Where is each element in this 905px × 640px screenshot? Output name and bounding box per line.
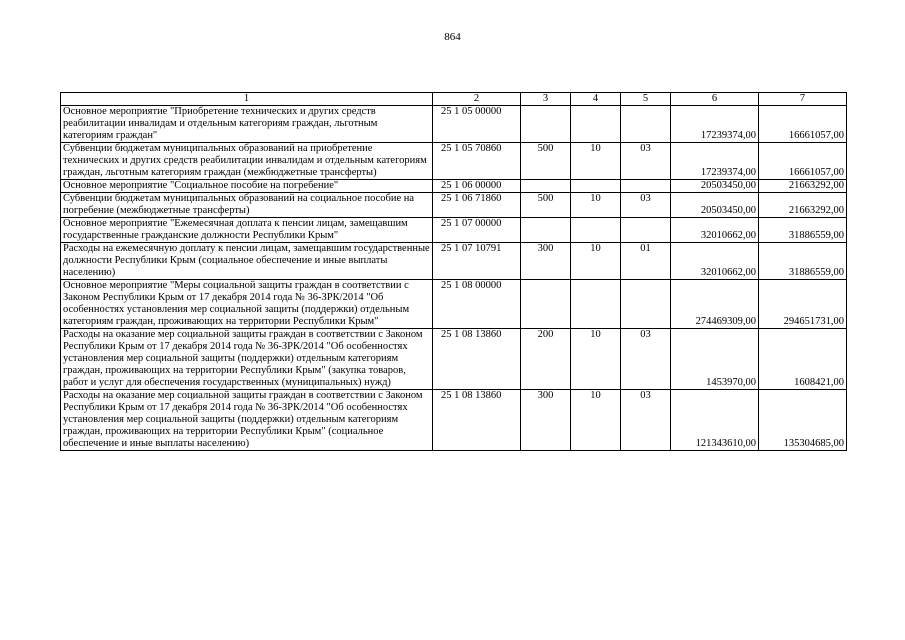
row-code-cell: 25 1 06 00000 bbox=[433, 180, 521, 193]
column-header: 2 bbox=[433, 93, 521, 106]
row-value7-cell: 135304685,00 bbox=[759, 390, 847, 451]
budget-table bbox=[60, 92, 847, 451]
row-col4-cell: 10 bbox=[571, 329, 621, 390]
row-code-cell: 25 1 07 00000 bbox=[433, 218, 521, 243]
column-header: 7 bbox=[759, 93, 847, 106]
table-row bbox=[61, 143, 847, 180]
row-value7-cell: 31886559,00 bbox=[759, 218, 847, 243]
row-col5-cell bbox=[621, 180, 671, 193]
row-name-cell: Расходы на ежемесячную доплату к пенсии лицам, замещавшим государственные должности Республики Крым (социальное обеспечение и иные выплаты населению) bbox=[61, 243, 433, 280]
row-code-cell: 25 1 06 71860 bbox=[433, 193, 521, 218]
row-col5-cell: 03 bbox=[621, 143, 671, 180]
row-col5-cell bbox=[621, 106, 671, 143]
row-code-cell: 25 1 08 13860 bbox=[433, 329, 521, 390]
row-col4-cell: 10 bbox=[571, 390, 621, 451]
row-col4-cell bbox=[571, 218, 621, 243]
table-row bbox=[61, 243, 847, 280]
row-col5-cell bbox=[621, 218, 671, 243]
row-col3-cell: 500 bbox=[521, 143, 571, 180]
row-col5-cell: 03 bbox=[621, 193, 671, 218]
row-value6-cell: 32010662,00 bbox=[671, 218, 759, 243]
row-code-cell: 25 1 05 00000 bbox=[433, 106, 521, 143]
page-number: 864 bbox=[444, 31, 461, 43]
row-value7-cell: 21663292,00 bbox=[759, 193, 847, 218]
row-value6-cell: 17239374,00 bbox=[671, 143, 759, 180]
row-col4-cell: 10 bbox=[571, 243, 621, 280]
row-col4-cell bbox=[571, 280, 621, 329]
row-value7-cell: 294651731,00 bbox=[759, 280, 847, 329]
row-col3-cell bbox=[521, 280, 571, 329]
row-value6-cell: 20503450,00 bbox=[671, 193, 759, 218]
row-col3-cell bbox=[521, 218, 571, 243]
row-name-cell: Расходы на оказание мер социальной защиты граждан в соответствии с Законом Республики Крым от 17 декабря 2014 года № 36-ЗРК/2014 "Об особенностях установления мер социальной защиты (поддержки) отдельным категориям граждан, проживающих на территории Республики Крым" (закупка товаров, работ и услуг для обеспечения государственных (муниципальных) нужд) bbox=[61, 329, 433, 390]
row-value6-cell: 1453970,00 bbox=[671, 329, 759, 390]
row-col3-cell: 300 bbox=[521, 390, 571, 451]
row-value6-cell: 17239374,00 bbox=[671, 106, 759, 143]
row-code-cell: 25 1 08 00000 bbox=[433, 280, 521, 329]
row-name-cell: Основное мероприятие "Приобретение технических и других средств реабилитации инвалидам и отдельным категориям граждан, льготным категориям граждан" bbox=[61, 106, 433, 143]
row-value7-cell: 21663292,00 bbox=[759, 180, 847, 193]
column-header: 3 bbox=[521, 93, 571, 106]
row-name-cell: Основное мероприятие "Социальное пособие на погребение" bbox=[61, 180, 433, 193]
table-row bbox=[61, 280, 847, 329]
row-value7-cell: 16661057,00 bbox=[759, 143, 847, 180]
table-row bbox=[61, 180, 847, 193]
row-value7-cell: 16661057,00 bbox=[759, 106, 847, 143]
table-row bbox=[61, 329, 847, 390]
row-value7-cell: 1608421,00 bbox=[759, 329, 847, 390]
row-value6-cell: 274469309,00 bbox=[671, 280, 759, 329]
column-header: 5 bbox=[621, 93, 671, 106]
row-col3-cell: 500 bbox=[521, 193, 571, 218]
table-header-row bbox=[61, 93, 847, 106]
table-row bbox=[61, 218, 847, 243]
column-header: 4 bbox=[571, 93, 621, 106]
row-name-cell: Субвенции бюджетам муниципальных образований на приобретение технических и других средств реабилитации инвалидам и отдельным категориям граждан, льготным категориям граждан (межбюджетные трансферты) bbox=[61, 143, 433, 180]
row-value6-cell: 32010662,00 bbox=[671, 243, 759, 280]
column-header: 1 bbox=[61, 93, 433, 106]
table-row bbox=[61, 106, 847, 143]
table-row bbox=[61, 193, 847, 218]
row-col3-cell: 200 bbox=[521, 329, 571, 390]
row-col5-cell: 03 bbox=[621, 329, 671, 390]
row-name-cell: Субвенции бюджетам муниципальных образований на социальное пособие на погребение (межбюджетные трансферты) bbox=[61, 193, 433, 218]
column-header: 6 bbox=[671, 93, 759, 106]
table-row bbox=[61, 390, 847, 451]
row-col4-cell bbox=[571, 180, 621, 193]
row-value7-cell: 31886559,00 bbox=[759, 243, 847, 280]
row-name-cell: Основное мероприятие "Меры социальной защиты граждан в соответствии с Законом Республики Крым от 17 декабря 2014 года № 36-ЗРК/2014 "Об особенностях установления мер социальной защиты (поддержки) отдельным категориям граждан, проживающих на территории Республики Крым" bbox=[61, 280, 433, 329]
row-name-cell: Расходы на оказание мер социальной защиты граждан в соответствии с Законом Республики Крым от 17 декабря 2014 года № 36-ЗРК/2014 "Об особенностях установления мер социальной защиты (поддержки) отдельным категориям граждан, проживающих на территории Республики Крым" (социальное обеспечение и иные выплаты населению) bbox=[61, 390, 433, 451]
row-col3-cell: 300 bbox=[521, 243, 571, 280]
row-code-cell: 25 1 07 10791 bbox=[433, 243, 521, 280]
row-code-cell: 25 1 05 70860 bbox=[433, 143, 521, 180]
row-code-cell: 25 1 08 13860 bbox=[433, 390, 521, 451]
row-col5-cell bbox=[621, 280, 671, 329]
row-value6-cell: 121343610,00 bbox=[671, 390, 759, 451]
row-value6-cell: 20503450,00 bbox=[671, 180, 759, 193]
row-col4-cell: 10 bbox=[571, 143, 621, 180]
row-col3-cell bbox=[521, 106, 571, 143]
row-col4-cell: 10 bbox=[571, 193, 621, 218]
row-col4-cell bbox=[571, 106, 621, 143]
row-name-cell: Основное мероприятие "Ежемесячная доплата к пенсии лицам, замещавшим государственные гражданские должности Республики Крым" bbox=[61, 218, 433, 243]
row-col3-cell bbox=[521, 180, 571, 193]
row-col5-cell: 03 bbox=[621, 390, 671, 451]
row-col5-cell: 01 bbox=[621, 243, 671, 280]
